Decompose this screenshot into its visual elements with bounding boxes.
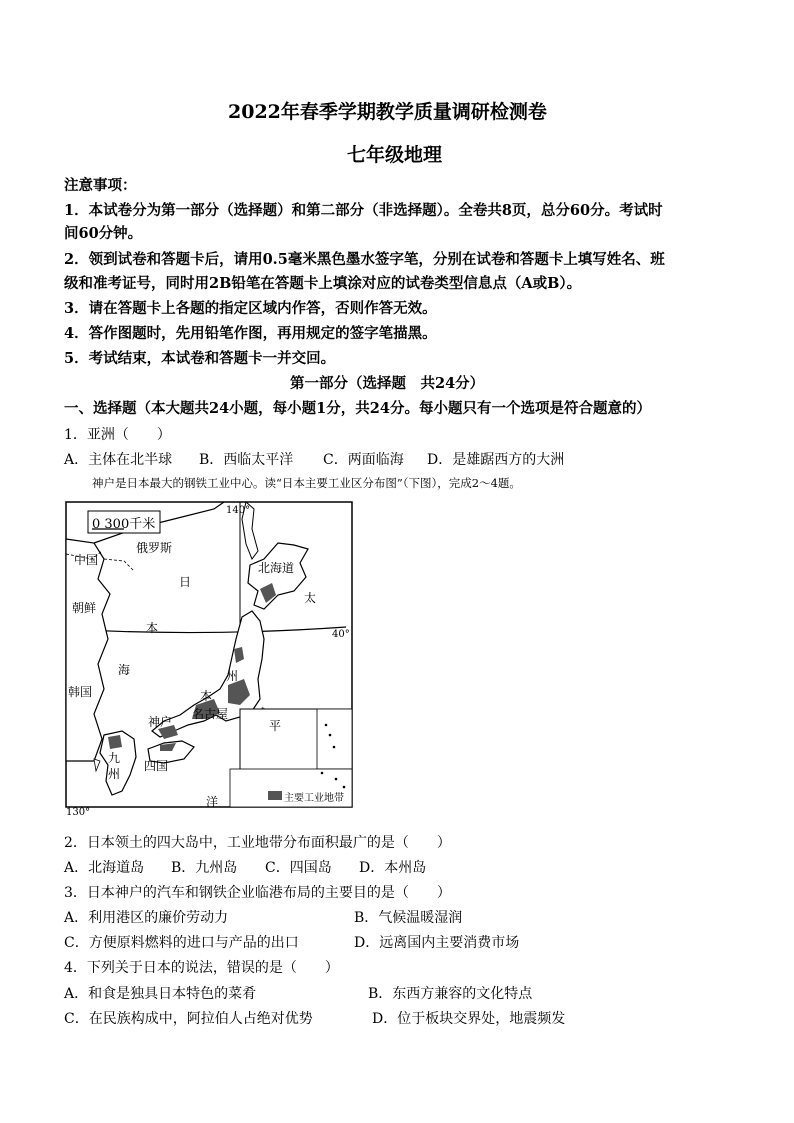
q3-option-b: B．气候温暖湿润 (354, 910, 463, 926)
map-scale-label: 0 300千米 (92, 517, 156, 532)
notice-line-5: 3．请在答题卡上各题的指定区域内作答，否则作答无效。 (64, 300, 437, 317)
q4-option-c: C．在民族构成中，阿拉伯人占绝对优势 (64, 1011, 313, 1027)
q3-option-c: C．方便原料燃料的进口与产品的出口 (64, 935, 299, 951)
map-lon-140: 140° (226, 505, 251, 516)
legend-swatch (268, 791, 282, 800)
map-label-kyushu-jiu: 九 (108, 751, 121, 765)
map-lat-40: 40° (332, 629, 350, 640)
q3-option-a: A．利用港区的廉价劳动力 (64, 910, 229, 926)
q4-option-b: B．东西方兼容的文化特点 (368, 986, 533, 1002)
part1-title: 第一部分（选择题 共24分） (290, 375, 485, 392)
map-legend-label: 主要工业地带 (284, 793, 344, 804)
exam-title: 2022年春季学期教学质量调研检测卷 (228, 101, 547, 123)
q2-option-b: B．九州岛 (171, 860, 238, 876)
notice-line-4: 级和准考证号，同时用2B铅笔在答题卡上填涂对应的试卷类型信息点（A或B）。 (64, 275, 582, 292)
q1-option-d: D．是雄踞西方的大洲 (427, 452, 565, 468)
map-lon-130: 130° (66, 807, 91, 818)
map-label-tai: 太 (304, 591, 317, 605)
map-label-honshu-zhou: 州 (226, 669, 239, 683)
q2-option-d: D．本州岛 (359, 860, 427, 876)
map-label-honshu-ben: 本 (200, 689, 213, 703)
q2-option-c: C．四国岛 (265, 860, 332, 876)
q1-option-a: A．主体在北半球 (64, 452, 173, 468)
q1-stem: 1．亚洲（ ） (64, 427, 171, 443)
japan-industry-map (64, 499, 354, 819)
map-label-nagoya: 名古屋 (192, 707, 229, 721)
notice-line-1: 1．本试卷分为第一部分（选择题）和第二部分（非选择题）。全卷共8页，总分60分。考试时 (64, 202, 663, 219)
notice-line-3: 2．领到试卷和答题卡后，请用0.5毫米黑色墨水签字笔，分别在试卷和答题卡上填写姓名、班 (64, 251, 665, 268)
map-label-korea-south: 韩国 (68, 685, 93, 699)
map-label-shikoku: 四国 (144, 759, 169, 773)
map-label-ben: 本 (146, 621, 159, 635)
notice-line-2: 间60分钟。 (64, 225, 143, 242)
section-heading: 一、选择题（本大题共24小题，每小题1分，共24分。每小题只有一个选项是符合题意的） (64, 400, 651, 417)
q1-option-b: B．西临太平洋 (199, 452, 294, 468)
map-label-hokkaido: 北海道 (258, 561, 295, 575)
map-label-yang: 洋 (206, 795, 219, 809)
map-label-ping: 平 (269, 719, 282, 733)
map-label-korea-north: 朝鲜 (72, 601, 97, 615)
q4-option-d: D．位于板块交界处，地震频发 (372, 1011, 566, 1027)
exam-subtitle: 七年级地理 (347, 144, 443, 166)
map-label-ri: 日 (179, 575, 192, 589)
q2-stem: 2．日本领土的四大岛中，工业地带分布面积最广的是（ ） (64, 835, 451, 851)
notice-line-6: 4．答作图题时，先用铅笔作图，再用规定的签字笔描黑。 (64, 325, 437, 342)
q2-option-a: A．北海道岛 (64, 860, 145, 876)
map-label-kobe: 神户 (148, 715, 173, 729)
map-intro: 神户是日本最大的钢铁工业中心。读“日本主要工业区分布图”（下图），完成2～4题。 (92, 476, 521, 490)
map-label-kyushu-zhou: 州 (108, 767, 121, 781)
map-label-russia: 俄罗斯 (136, 541, 173, 555)
map-label-china: 中国 (74, 553, 99, 567)
notice-heading: 注意事项： (64, 177, 137, 194)
q4-option-a: A．和食是独具日本特色的菜肴 (64, 986, 257, 1002)
q3-stem: 3．日本神户的汽车和钢铁企业临港布局的主要目的是（ ） (64, 885, 451, 901)
q4-stem: 4．下列关于日本的说法，错误的是（ ） (64, 960, 339, 976)
q3-option-d: D．远离国内主要消费市场 (354, 935, 520, 951)
notice-line-7: 5．考试结束，本试卷和答题卡一并交回。 (64, 350, 336, 367)
q1-option-c: C．两面临海 (323, 452, 404, 468)
map-label-hai: 海 (118, 663, 131, 677)
